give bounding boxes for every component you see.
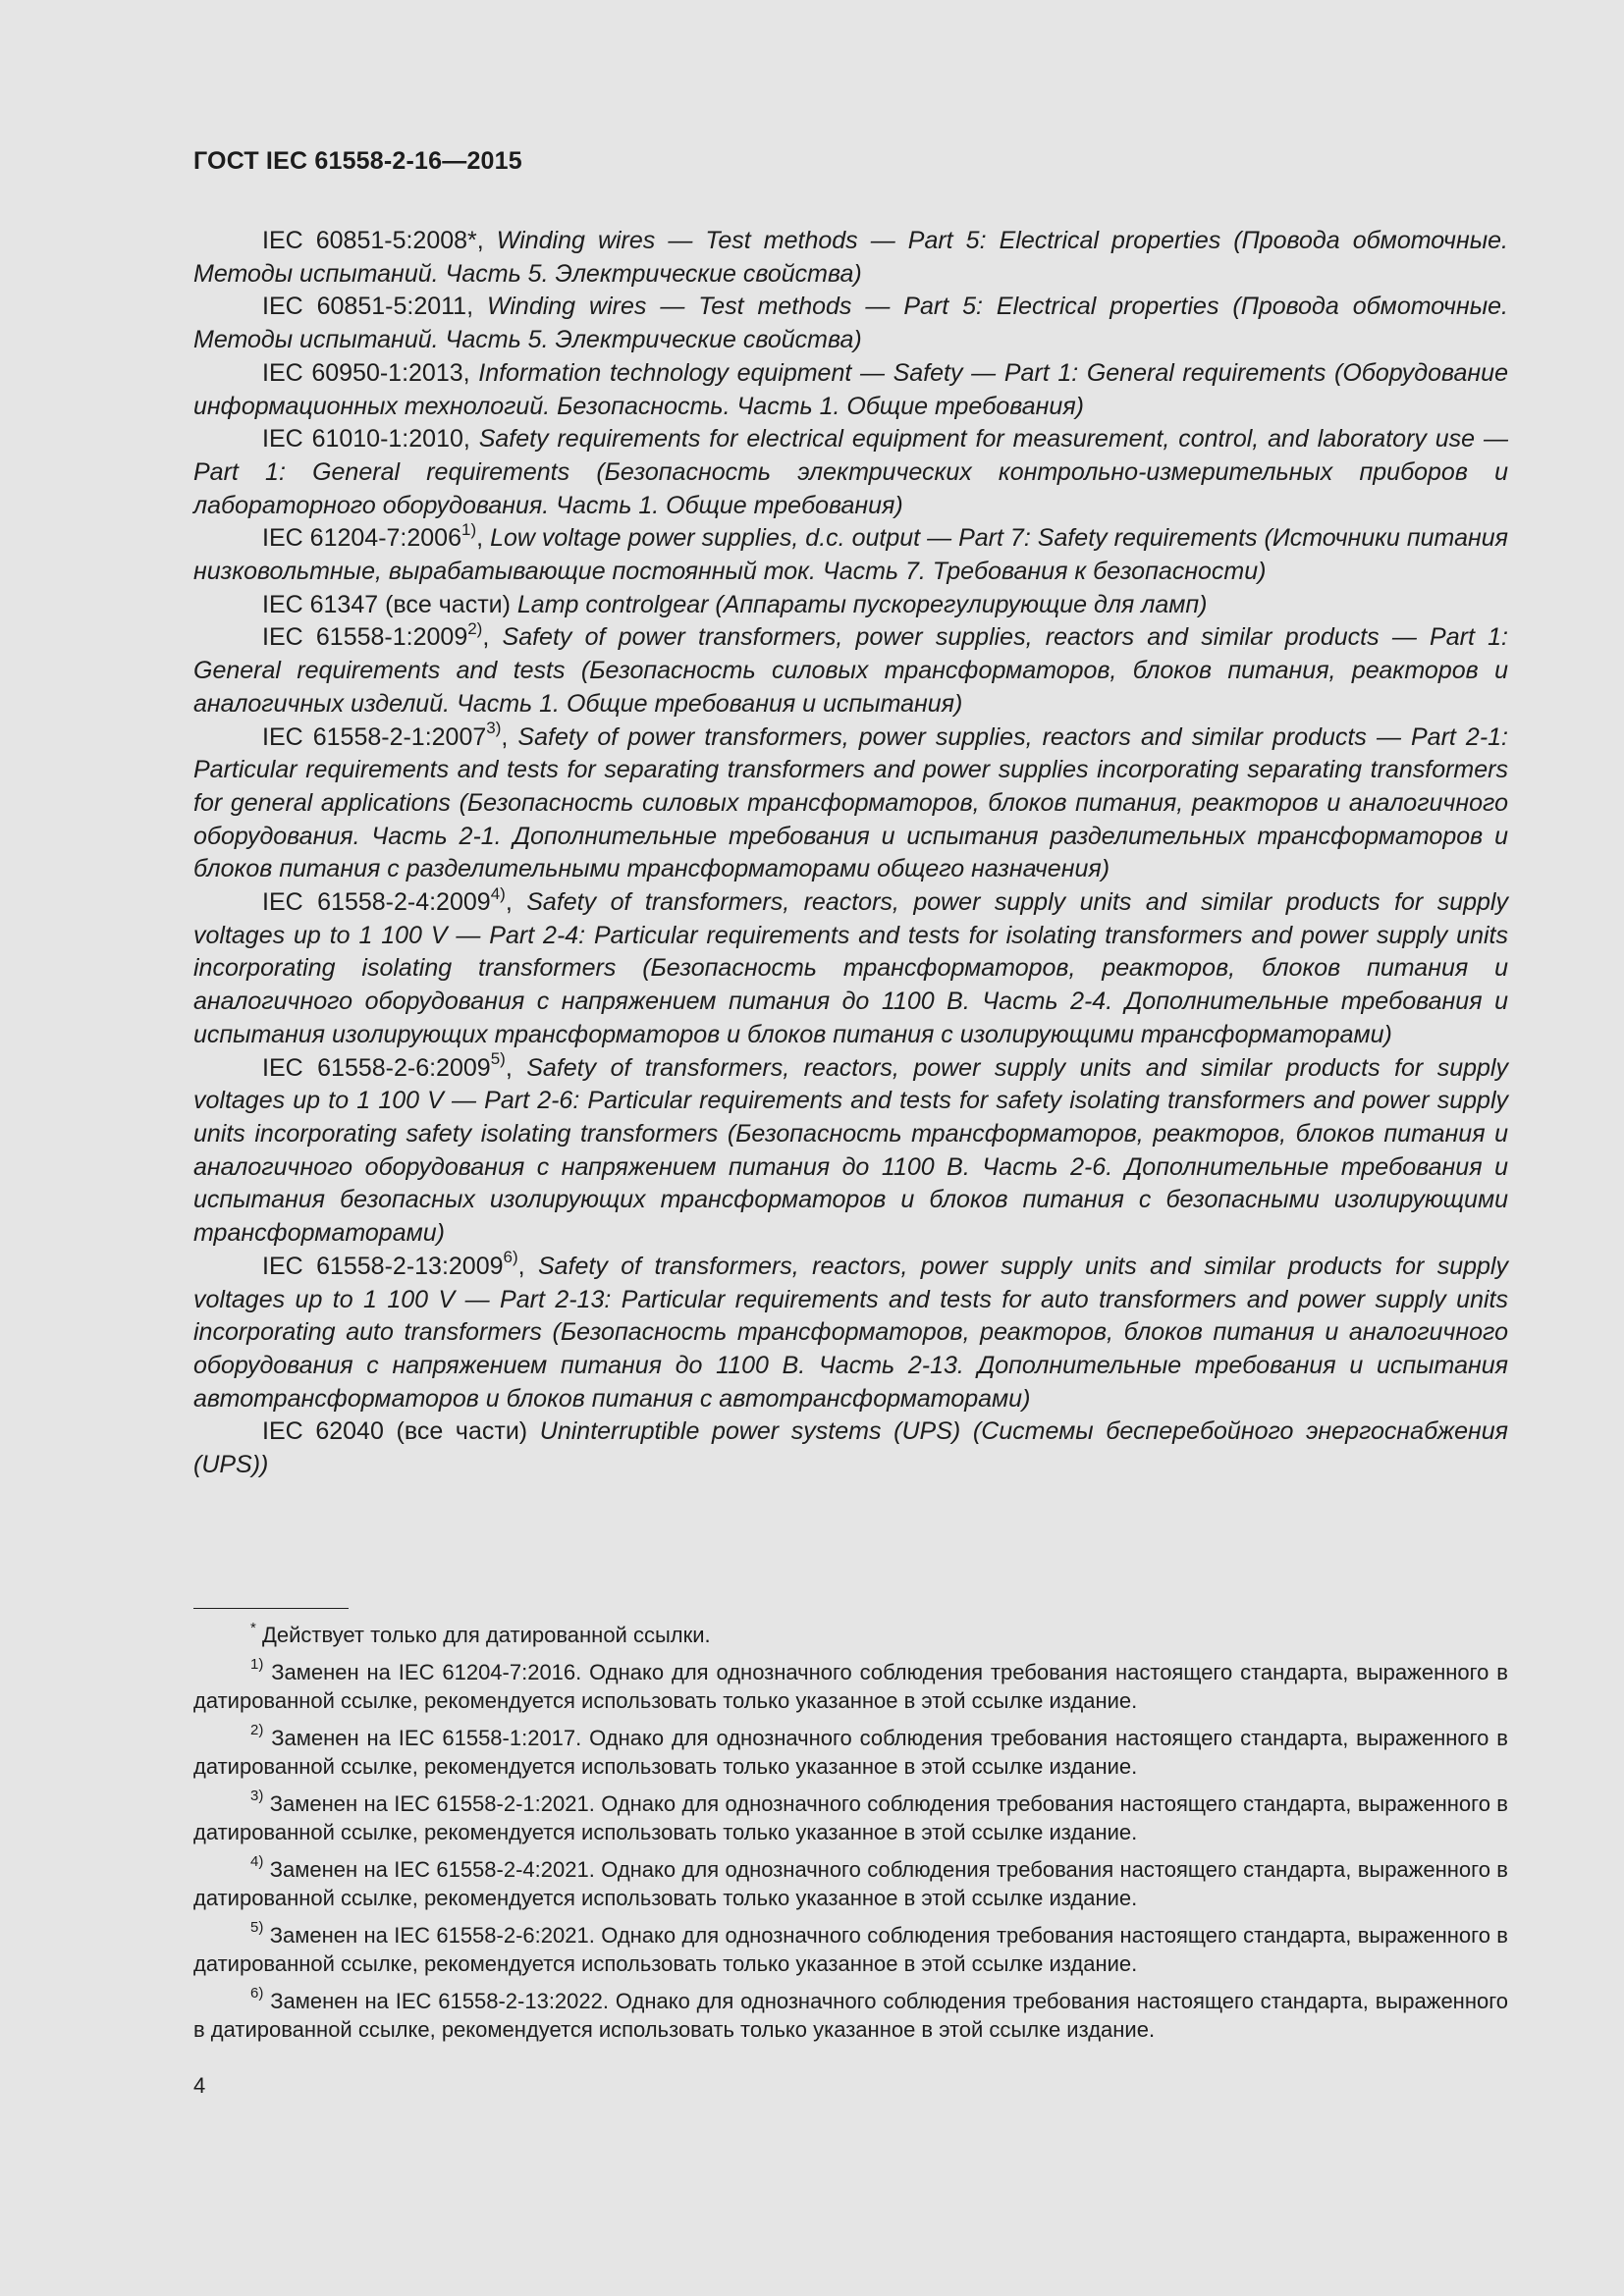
reference-title: Safety of transformers, reactors, power supply units and similar products for supply voltages up to 1 100 V — Part 2-13: Particular requirements and tests for auto transformers and power supply units incorporating auto transformers (Безопасность трансформаторов, реакторов, блоков питания и аналогичного оборудования с напряжением питания до 1100 В. Часть 2-13. Дополнительные требования и испытания автотрансформаторов и блоков питания с автотрансформаторами) — [193, 1252, 1508, 1413]
footnotes-list — [193, 1621, 1508, 2053]
footnote-text: Заменен на IEC 61558-2-4:2021. Однако для однозначного соблюдения требования настоящего стандарта, выраженного в датированной ссылке, рекомендуется использовать только указанное в этой ссылке издание. — [193, 1856, 1508, 1910]
reference-code: IEC 61558-2-13:2009 — [262, 1252, 504, 1280]
standard-header: ГОСТ IEC 61558-2-16—2015 — [193, 147, 522, 175]
reference-title: Safety of power transformers, power supplies, reactors and similar products — Part 1: General requirements and tests (Безопасность силовых трансформаторов, блоков питания, реакторов и аналогичных изделий. Часть 1. Общие требования и испытания) — [193, 623, 1508, 718]
reference-code: IEC 60950-1:2013 — [262, 358, 463, 387]
reference-title: Safety requirements for electrical equipment for measurement, control, and laboratory use — Part 1: General requirements (Безопасность электрических контрольно-измерительных приборов и лабораторного оборудования. Часть 1. Общие требования) — [193, 425, 1508, 519]
reference-item: IEC 60851-5:2011, Winding wires — Test methods — Part 5: Electrical properties (Провода обмоточные. Методы испытаний. Часть 5. Электрические свойства) — [193, 293, 1508, 354]
reference-code: IEC 61558-2-6:2009 — [262, 1053, 491, 1082]
footnote — [193, 1987, 1508, 2045]
reference-title: Safety of power transformers, power supplies, reactors and similar products — Part 2-1: Particular requirements and tests for separating transformers and power supplies incorporating separating transformers for general applications (Безопасность силовых трансформаторов, блоков питания, реакторов и аналогичного оборудования. Часть 2-1. Дополнительные требования и испытания разделительных трансформаторов и блоков питания с разделительными трансформаторами общего назначения) — [193, 722, 1508, 883]
reference-footnote-mark: 2) — [467, 619, 483, 639]
reference-title: Winding wires — Test methods — Part 5: Electrical properties (Провода обмоточные. Методы испытаний. Часть 5. Электрические свойства) — [193, 227, 1508, 288]
reference-item: IEC 61558-2-4:2009$^{4)}$, Safety of transformers, reactors, power supply units and similar products for supply voltages up to 1 100 V — Part 2-4: Particular requirements and tests for isolating transformers and power supply units incorporating isolating transformers (Безопасность трансформаторов, реакторов, блоков питания и аналогичного оборудования с напряжением питания до 1100 В. Часть 2-4. Дополнительные требования и испытания изолирующих трансформаторов и блоков питания с изолирующими трансформаторами) — [193, 883, 1508, 1048]
footnote-text: Действует только для датированной ссылки. — [261, 1623, 711, 1647]
reference-footnote-mark: 1) — [460, 520, 477, 539]
page-number: 4 — [193, 2073, 206, 2098]
footnote — [193, 1658, 1508, 1716]
reference-code: IEC 61010-1:2010 — [262, 425, 463, 454]
reference-title: Information technology equipment — Safety — Part 1: General requirements (Оборудование информационных технологий. Безопасность. Часть 1. Общие требования) — [193, 358, 1508, 420]
footnote-mark: 5) — [250, 1919, 264, 1937]
reference-item: IEC 60851-5:2008*, Winding wires — Test methods — Part 5: Electrical properties (Провода обмоточные. Методы испытаний. Часть 5. Электрические свойства) — [193, 227, 1508, 288]
reference-item: IEC 61558-1:2009$^{2)}$, Safety of power transformers, power supplies, reactors and similar products — Part 1: General requirements and tests (Безопасность силовых трансформаторов, блоков питания, реакторов и аналогичных изделий. Часть 1. Общие требования и испытания) — [193, 619, 1508, 718]
reference-code: IEC 61347 (все части) — [262, 590, 511, 618]
reference-footnote-mark: 6) — [503, 1248, 518, 1267]
reference-code: IEC 60851-5:2008* — [262, 227, 477, 254]
reference-item: IEC 61558-2-1:2007$^{3)}$, Safety of power transformers, power supplies, reactors and similar products — Part 2-1: Particular requirements and tests for separating transformers and power supplies incorporating separating transformers for general applications (Безопасность силовых трансформаторов, блоков питания, реакторов и аналогичного оборудования. Часть 2-1. Дополнительные требования и испытания разделительных трансформаторов и блоков питания с разделительными трансформаторами общего назначения) — [193, 719, 1508, 883]
reference-title: Safety of transformers, reactors, power supply units and similar products for supply voltages up to 1 100 V — Part 2-6: Particular requirements and tests for safety isolating transformers and power supply units incorporating safety isolating transformers (Безопасность трансформаторов, реакторов, блоков питания и аналогичного оборудования с напряжением питания до 1100 В. Часть 2-6. Дополнительные требования и испытания безопасных изолирующих трансформаторов и блоков питания с безопасными изолирующими трансформаторами) — [193, 1053, 1508, 1248]
reference-item: IEC 61010-1:2010, Safety requirements for electrical equipment for measurement, control, and laboratory use — Part 1: General requirements (Безопасность электрических контрольно-измерительных приборов и лабораторного оборудования. Часть 1. Общие требования) — [193, 425, 1508, 519]
reference-item — [193, 1415, 1508, 1481]
footnote — [193, 1724, 1508, 1782]
reference-footnote-mark: 5) — [490, 1049, 506, 1069]
reference-footnote-mark: 3) — [486, 719, 502, 738]
reference-code: IEC 60851-5:2011 — [262, 293, 467, 321]
reference-item: IEC 61558-2-6:2009$^{5)}$, Safety of transformers, reactors, power supply units and similar products for supply voltages up to 1 100 V — Part 2-6: Particular requirements and tests for safety isolating transformers and power supply units incorporating safety isolating transformers (Безопасность трансформаторов, реакторов, блоков питания и аналогичного оборудования с напряжением питания до 1100 В. Часть 2-6. Дополнительные требования и испытания безопасных изолирующих трансформаторов и блоков питания с безопасными изолирующими трансформаторами) — [193, 1049, 1508, 1248]
footnote — [193, 1921, 1508, 1979]
normative-references-list — [193, 225, 1508, 1482]
footnote-mark: 1) — [250, 1656, 264, 1674]
reference-code: IEC 61204-7:2006 — [262, 524, 461, 553]
reference-title: Low voltage power supplies, d.c. output — Part 7: Safety requirements (Источники питания низковольтные, вырабатывающие постоянный ток. Часть 7. Требования к безопасности) — [193, 524, 1508, 586]
footnote-text: Заменен на IEC 61204-7:2016. Однако для однозначного соблюдения требования настоящего стандарта, выраженного в датированной ссылке, рекомендуется использовать только указанное в этой ссылке издание. — [193, 1659, 1508, 1713]
footnote-text: Заменен на IEC 61558-2-13:2022. Однако для однозначного соблюдения требования настоящего стандарта, выраженного в датированной ссылке, рекомендуется использовать только указанное в этой ссылке издание. — [193, 1988, 1508, 2042]
footnote-separator — [193, 1608, 349, 1609]
reference-code: IEC 62040 (все части) — [262, 1417, 528, 1446]
footnote — [193, 1855, 1508, 1913]
footnote-mark: 6) — [250, 1985, 264, 2002]
footnote-mark: 2) — [250, 1722, 264, 1739]
footnote — [193, 1621, 1508, 1650]
footnote-mark: 4) — [250, 1853, 264, 1871]
footnote-mark: 3) — [250, 1788, 264, 1805]
reference-code: IEC 61558-2-4:2009 — [262, 888, 491, 917]
footnote-text: Заменен на IEC 61558-1:2017. Однако для однозначного соблюдения требования настоящего стандарта, выраженного в датированной ссылке, рекомендуется использовать только указанное в этой ссылке издание. — [193, 1725, 1508, 1779]
footnote-mark: * — [250, 1619, 256, 1636]
reference-title: Safety of transformers, reactors, power supply units and similar products for supply voltages up to 1 100 V — Part 2-4: Particular requirements and tests for isolating transformers and power supply units incorporating isolating transformers (Безопасность трансформаторов, реакторов, блоков питания и аналогичного оборудования с напряжением питания до 1100 В. Часть 2-4. Дополнительные требования и испытания изолирующих трансформаторов и блоков питания с изолирующими трансформаторами) — [193, 888, 1508, 1048]
footnote-text: Заменен на IEC 61558-2-6:2021. Однако для однозначного соблюдения требования настоящего стандарта, выраженного в датированной ссылке, рекомендуется использовать только указанное в этой ссылке издание. — [193, 1922, 1508, 1976]
reference-item: IEC 60950-1:2013, Information technology equipment — Safety — Part 1: General requirements (Оборудование информационных технологий. Безопасность. Часть 1. Общие требования) — [193, 358, 1508, 420]
footnote-text: Заменен на IEC 61558-2-1:2021. Однако для однозначного соблюдения требования настоящего стандарта, выраженного в датированной ссылке, рекомендуется использовать только указанное в этой ссылке издание. — [193, 1790, 1508, 1844]
reference-title: Lamp controlgear (Аппараты пускорегулирующие для ламп) — [516, 590, 1208, 618]
reference-code: IEC 61558-2-1:2007 — [262, 722, 487, 751]
footnote — [193, 1789, 1508, 1847]
reference-item: IEC 61558-2-13:2009$^{6)}$, Safety of transformers, reactors, power supply units and similar products for supply voltages up to 1 100 V — Part 2-13: Particular requirements and tests for auto transformers and power supply units incorporating auto transformers (Безопасность трансформаторов, реакторов, блоков питания и аналогичного оборудования с напряжением питания до 1100 В. Часть 2-13. Дополнительные требования и испытания автотрансформаторов и блоков питания с автотрансформаторами) — [193, 1248, 1508, 1413]
reference-code: IEC 61558-1:2009 — [262, 623, 468, 652]
reference-item: IEC 61204-7:2006$^{1)}$, Low voltage power supplies, d.c. output — Part 7: Safety requirements (Источники питания низковольтные, вырабатывающие постоянный ток. Часть 7. Требования к безопасности) — [193, 520, 1508, 586]
reference-title: Winding wires — Test methods — Part 5: Electrical properties (Провода обмоточные. Методы испытаний. Часть 5. Электрические свойства) — [193, 293, 1508, 354]
reference-title: Uninterruptible power systems (UPS) (Системы бесперебойного энергоснабжения (UPS)) — [193, 1417, 1508, 1479]
reference-item — [193, 589, 1508, 622]
reference-footnote-mark: 4) — [490, 883, 506, 903]
